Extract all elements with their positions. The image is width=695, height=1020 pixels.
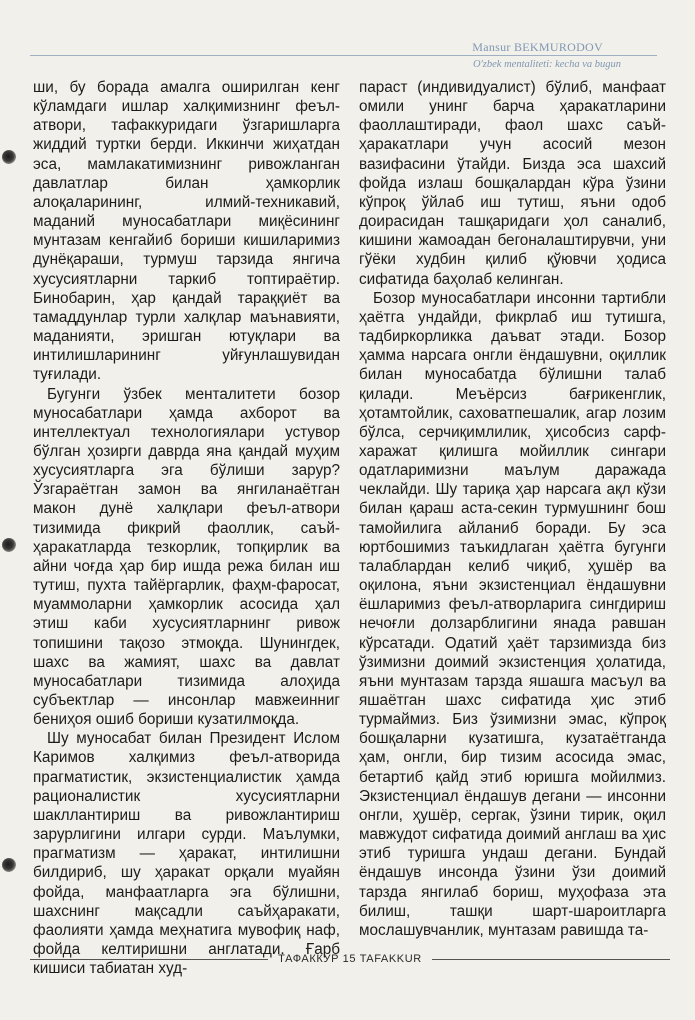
- binder-hole: [2, 538, 16, 552]
- running-head: [30, 40, 657, 71]
- paragraph: ши, бу борада амалга оширилган кенг кўламдаги ишлар халқимизнинг феъл-атвори, тафаккуридаги ўзгаришларга жиддий туртки берди. Иккинчи жиҳатдан эса, мамлакатимизнинг ривожланган давлатлар билан ҳамкорлик алоқаларининг, илмий-техникавий, маданий муносабатлари миқёсининг мунтазам кенгайиб бориши кишиларимиз дунёқараши, турмуш тарзида янгича хусусиятларни таркиб топтираётир. Бинобарин, ҳар қандай тараққиёт ва тамаддунлар турли халқлар маънавияти, маданияти, эришган ютуқлари ва интилишларининг уйғунлашувидан туғилади.: [33, 79, 340, 384]
- header-author: Mansur BEKMURODOV: [472, 40, 603, 54]
- binder-hole: [2, 858, 16, 872]
- paragraph: Шу муносабат билан Президент Ислом Каримов халқимиз феъл-атворида прагматистик, экзистенциалистик ҳамда рационалистик хусусиятларни шакллантириш ва ривожлантириш зарурлигини илгари сурди. Маълумки, прагматизм — ҳаракат, интилишни билдириб, шу ҳаракат орқали муайян фойда, манфаатларга эга бўлишни, шахснинг мақсадли саъйҳаракати, фаолияти ҳамда меҳнатига мувофиқ наф, фойда келтиришни англатади. Ғарб кишиси табиатан худ-: [33, 730, 340, 978]
- right-column: [359, 78, 666, 940]
- header-rule: [30, 55, 657, 56]
- page-footer: [30, 951, 670, 967]
- paragraph: Бугунги ўзбек менталитети бозор муносабатлари ҳамда ахборот ва интеллектуал технологиялари устувор бўлган ҳозирги даврда яна қандай муҳим хусусиятларга эга бўлиши зарур? Ўзгараётган замон ва янгиланаётган макон дунё халқлари феъл-атвори тизимида фикрий фаоллик, саъй-ҳаракатларда тезкорлик, топқирлик ва айни чоғда ҳар бир ишда режа билан иш тутиш, пухта тайёргарлик, фаҳм-фаросат, муаммоларни ҳамкорлик асосида ҳал этиш каби хусусиятларнинг ривож топишини тақозо этмоқда. Шунингдек, шахс ва жамият, шахс ва давлат муносабатлари тизимида алоҳида субъектлар — инсонлар мавжеинниг бениҳоя ошиб бориши кузатилмоқда.: [33, 385, 340, 729]
- footer-label: ТАФАККУР 15 TAFAKKUR: [278, 953, 422, 965]
- footer-rule-right: [432, 959, 670, 960]
- paragraph: параст (индивидуалист) бўлиб, манфаат омили унинг барча ҳаракатларини фаоллаштиради, фаол шахс саъй-ҳаракатлари учун асосий мезон вазифасини ўтайди. Бизда эса шахсий фойда излаш бошқалардан кўра ўзини кўпроқ ўйлаб иш тутиш, яъни одоб доирасидан ташқаридаги ҳол саналиб, кишини жамоадан бегоналаштирувчи, уни гўёки худбин қилиб қўювчи ҳодиса сифатида баҳолаб келинган.: [359, 79, 666, 288]
- left-column: [33, 78, 340, 978]
- binder-hole: [2, 150, 16, 164]
- footer-rule-left: [30, 959, 268, 960]
- header-subtitle: O'zbek mentaliteti: kecha va bugun: [472, 59, 621, 70]
- paragraph: Бозор муносабатлари инсонни тартибли ҳаётга ундайди, фикрлаб иш тутишга, тадбиркорликка даъват этади. Бозор ҳамма нарсага онгли ёндашувни, оқиллик билан муносабатда бўлишни талаб қилади. Меъёрсиз бағрикенглик, ҳотамтойлик, саховатпешалик, агар лозим бўлса, серчиқимлилик, ҳисобсиз сарф-харажат қилишга мойиллик сингари одатларимизни маълум даражада чеклайди. Шу тариқа ҳар нарсага ақл кўзи билан қараш аста-секин турмушнинг бош тамойилига айланиб боради. Бу эса юртбошимиз таъкидлаган ҳаётга бугунги талаблардан келиб чиқиб, ҳушёр ва оқилона, яъни экзистенциал ёндашувни ёшларимиз феъл-атворларига сингдириш нечоғли долзарблигини янада равшан кўрсатади. Одатий ҳаёт тарзимизда биз ўзимизни доимий экзистенция ҳолатида, яъни мунтазам тарзда яшашга масъул ва яшаётган шахс сифатида ҳис этиб турмаймиз. Биз ўзимизни эмас, кўпроқ бошқаларни кузатишга, кузатаётганда ҳам, онгли, бир тизим асосида эмас, бетартиб қайд этиб юришга мойилмиз. Экзистенциал ёндашув дегани — инсонни онгли, ҳушёр, сергак, ўзини тирик, оқил мавжудот сифатида доимий англаш ва ҳис этиб туришга ундаш дегани. Бундай ёндашув инсонда ўзини ўзи доимий тарзда янгилаб бориш, муҳофаза эта билиш, ташқи шарт-шароитларга мослашувчанлик, мунтазам равишда та-: [359, 289, 666, 939]
